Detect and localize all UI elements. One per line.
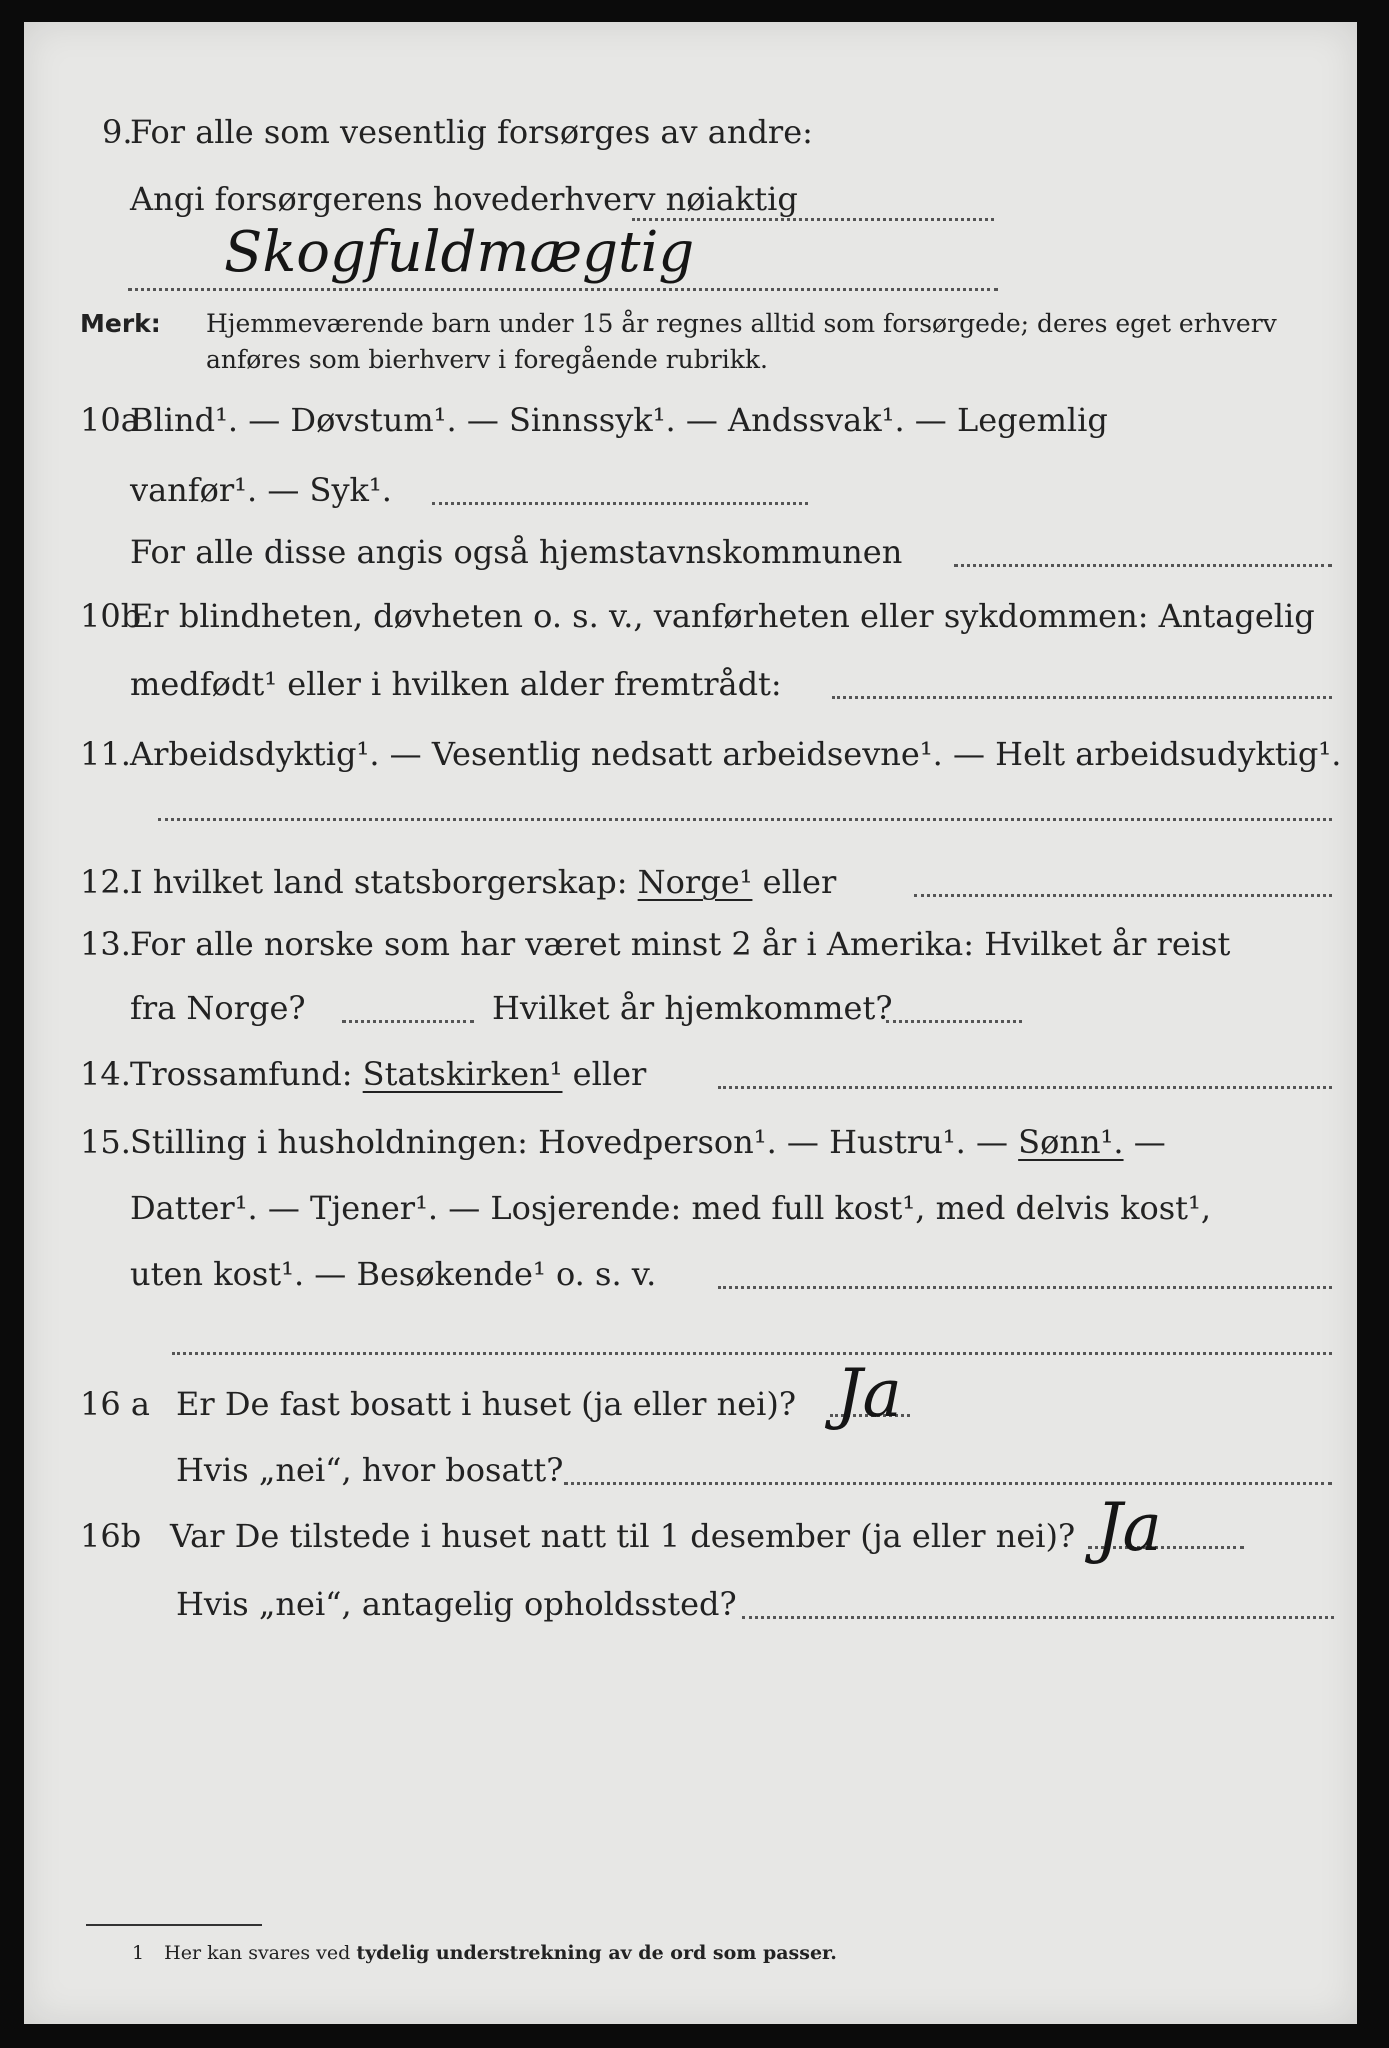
q16a-handwritten-answer: Ja bbox=[836, 1355, 902, 1432]
q14-answer-line bbox=[718, 1086, 1332, 1089]
footnote-text: Her kan svares ved bbox=[164, 1942, 351, 1964]
q13-line2b: Hvilket år hjemkommet? bbox=[492, 989, 893, 1027]
q16b-handwritten-answer: Ja bbox=[1096, 1489, 1162, 1566]
q16b-line2: Hvis „nei“, antagelig opholdssted? bbox=[176, 1585, 737, 1623]
q10a-line1: Blind¹. — Døvstum¹. — Sinnssyk¹. — Andssvak¹. — Legemlig bbox=[130, 401, 1108, 439]
q16a-number: 16 a bbox=[80, 1385, 150, 1423]
q14-suffix: eller bbox=[572, 1055, 647, 1093]
footnote-marker: 1 bbox=[132, 1942, 145, 1964]
q15-line3: uten kost¹. — Besøkende¹ o. s. v. bbox=[130, 1255, 657, 1293]
q10a-hjemstavn-line bbox=[954, 564, 1332, 567]
q16a-bosatt-line bbox=[564, 1482, 1332, 1485]
q10a-line3: For alle disse angis også hjemstavnskommunen bbox=[130, 533, 903, 571]
q11-answer-line bbox=[158, 818, 1332, 821]
q13-reist-line bbox=[342, 1020, 474, 1023]
q15-number: 15. bbox=[80, 1123, 131, 1161]
merk-line1: Hjemmeværende barn under 15 år regnes alltid som forsørgede; deres eget erhverv bbox=[206, 309, 1277, 338]
q9-line1: For alle som vesentlig forsørges av andre: bbox=[130, 113, 813, 151]
q11-number: 11. bbox=[80, 735, 131, 773]
q14-number: 14. bbox=[80, 1055, 131, 1093]
q10b-number: 10b bbox=[80, 597, 142, 635]
q13-number: 13. bbox=[80, 925, 131, 963]
q12-answer-line bbox=[914, 894, 1332, 897]
footnote-bold-text: tydelig understrekning av de ord som passer. bbox=[356, 1942, 837, 1964]
q15-line1-suffix: — bbox=[1133, 1123, 1166, 1161]
q16a-line2: Hvis „nei“, hvor bosatt? bbox=[176, 1451, 564, 1489]
q14-underlined-answer: Statskirken¹ bbox=[362, 1055, 563, 1093]
q14-line bbox=[130, 1054, 646, 1094]
q12-number: 12. bbox=[80, 863, 131, 901]
q10b-line2: medfødt¹ eller i hvilken alder fremtrådt: bbox=[130, 665, 782, 703]
q11-line1: Arbeidsdyktig¹. — Vesentlig nedsatt arbeidsevne¹. — Helt arbeidsudyktig¹. bbox=[130, 735, 1342, 773]
q12-underlined-answer: Norge¹ bbox=[637, 863, 753, 901]
footnote-rule bbox=[86, 1924, 262, 1926]
q15-underlined-answer: Sønn¹. bbox=[1018, 1123, 1124, 1161]
q10b-line1: Er blindheten, døvheten o. s. v., vanførheten eller sykdommen: Antagelig bbox=[130, 597, 1315, 635]
q9-number: 9. bbox=[102, 113, 133, 151]
q15-line1 bbox=[130, 1122, 1166, 1162]
q10a-line2: vanfør¹. — Syk¹. bbox=[130, 471, 392, 509]
merk-label: Merk: bbox=[80, 309, 161, 338]
q15-line1-prefix: Stilling i husholdningen: Hovedperson¹. — Hustru¹. — bbox=[130, 1123, 1008, 1161]
q16a-line1: Er De fast bosatt i huset (ja eller nei)? bbox=[176, 1385, 797, 1423]
q15-answer-line-2 bbox=[172, 1352, 1332, 1355]
q10a-number: 10a bbox=[80, 401, 140, 439]
merk-line2: anføres som bierhverv i foregående rubrikk. bbox=[206, 345, 768, 374]
q9-answer-line-2 bbox=[128, 288, 998, 291]
q15-line2: Datter¹. — Tjener¹. — Losjerende: med full kost¹, med delvis kost¹, bbox=[130, 1189, 1212, 1227]
q13-line2a: fra Norge? bbox=[130, 989, 306, 1027]
q15-answer-line bbox=[718, 1286, 1332, 1289]
census-form-page bbox=[24, 22, 1357, 2024]
q16b-opholdssted-line bbox=[742, 1616, 1334, 1619]
q16b-number: 16b bbox=[80, 1517, 142, 1555]
q16b-line1: Var De tilstede i huset natt til 1 desember (ja eller nei)? bbox=[170, 1517, 1076, 1555]
q10b-answer-line bbox=[832, 696, 1332, 699]
q10a-syk-line bbox=[432, 502, 808, 505]
q13-hjemkommet-line bbox=[886, 1020, 1022, 1023]
q9-handwritten-answer: Skogfuldmægtig bbox=[224, 220, 695, 285]
q12-prefix: I hvilket land statsborgerskap: bbox=[130, 863, 628, 901]
q12-line bbox=[130, 862, 836, 902]
q13-line1: For alle norske som har været minst 2 år i Amerika: Hvilket år reist bbox=[130, 925, 1231, 963]
q9-line2: Angi forsørgerens hovederhverv nøiaktig bbox=[130, 180, 798, 218]
q14-prefix: Trossamfund: bbox=[130, 1055, 353, 1093]
q12-suffix: eller bbox=[762, 863, 837, 901]
footnote bbox=[132, 1940, 837, 1966]
